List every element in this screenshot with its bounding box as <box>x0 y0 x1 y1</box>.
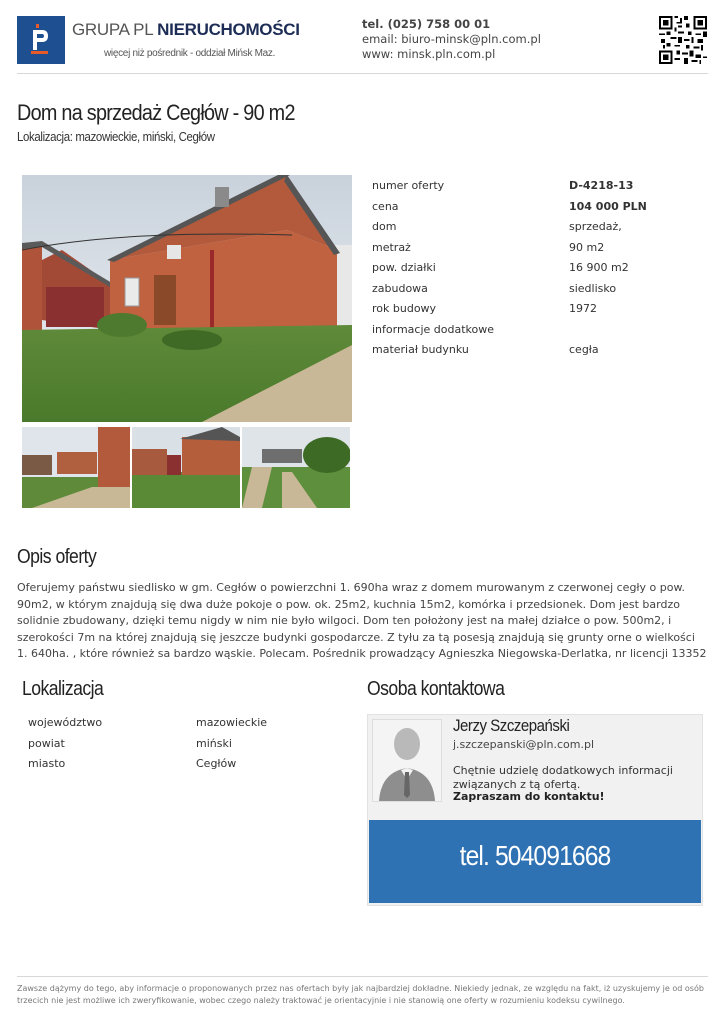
thumbnail-2[interactable] <box>132 427 240 508</box>
qr-code-icon <box>659 16 707 64</box>
brand-name: GRUPA PL NIERUCHOMOŚCI <box>72 20 300 39</box>
office-contact <box>362 17 541 62</box>
footer-divider <box>17 976 708 977</box>
footer-disclaimer: Zawsze dążymy do tego, aby informacje o proponowanych przez nas ofertach były jak najbardziej dokładne. Niekiedy jednak, ze względu na fakt, iż uzyskujemy je od osób trzecich nie jest możliwe ich zweryfikowanie, wobec czego należy traktować je orientacyjnie i nie stanowią one oferty w rozumieniu kodeksu cywilnego. <box>17 984 704 1005</box>
main-property-photo[interactable] <box>22 175 352 422</box>
office-phone[interactable]: tel. (025) 758 00 01 <box>362 17 491 31</box>
agent-name: Jerzy Szczepański <box>453 716 570 735</box>
agent-phone[interactable]: tel. 504091668 <box>459 840 611 871</box>
agent-avatar <box>372 719 442 802</box>
pl-logo-icon <box>29 24 51 56</box>
brand-tagline: więcej niż pośrednik - oddział Mińsk Maz. <box>104 48 276 59</box>
agent-cta: Zapraszam do kontaktu! <box>453 790 605 803</box>
contact-heading: Osoba kontaktowa <box>367 678 505 700</box>
page-title: Dom na sprzedaż Cegłów - 90 m2 <box>17 100 295 125</box>
office-website[interactable]: www: minsk.pln.com.pl <box>362 47 496 61</box>
agent-email[interactable]: j.szczepanski@pln.com.pl <box>453 738 595 751</box>
agent-message: Chętnie udzielę dodatkowych informacji związanych z tą ofertą. <box>453 764 673 791</box>
listing-location: Lokalizacja: mazowieckie, miński, Cegłów <box>17 129 215 144</box>
description-text: Oferujemy państwu siedlisko w gm. Cegłów o powierzchni 1. 690ha wraz z domem murowanym z czerwonej cegły o pow. 90m2, w którym znajdują się dwa duże pokoje o pow. ok. 25m2, kuchnia 15m2, komórka i przedsionek. Dom jest bardzo solidnie zbudowany, dzięki temu nigdy w nim nie było wilgoci. Dom ten położony jest na małej działce o pow. 500m2, i szerokości 7m na której znajdują się jeszcze budynki gospodarcze. Z tyłu za tą posesją znajdują się grunty orne o wielkości 1. 640ha. , które również sa bardzo wąskie. Polecam. Pośrednik prowadzący Agnieszka Niegowska-Derlatka, nr licencji 13352 <box>17 581 707 661</box>
thumbnail-1[interactable] <box>22 427 130 508</box>
location-heading: Lokalizacja <box>22 678 104 700</box>
company-logo <box>17 16 65 64</box>
description-heading: Opis oferty <box>17 546 97 568</box>
thumbnail-3[interactable] <box>242 427 350 508</box>
office-email[interactable]: email: biuro-minsk@pln.com.pl <box>362 32 541 46</box>
offer-number: D-4218-13 <box>569 179 634 192</box>
header-divider <box>17 73 708 74</box>
price: 104 000 PLN <box>569 199 647 213</box>
